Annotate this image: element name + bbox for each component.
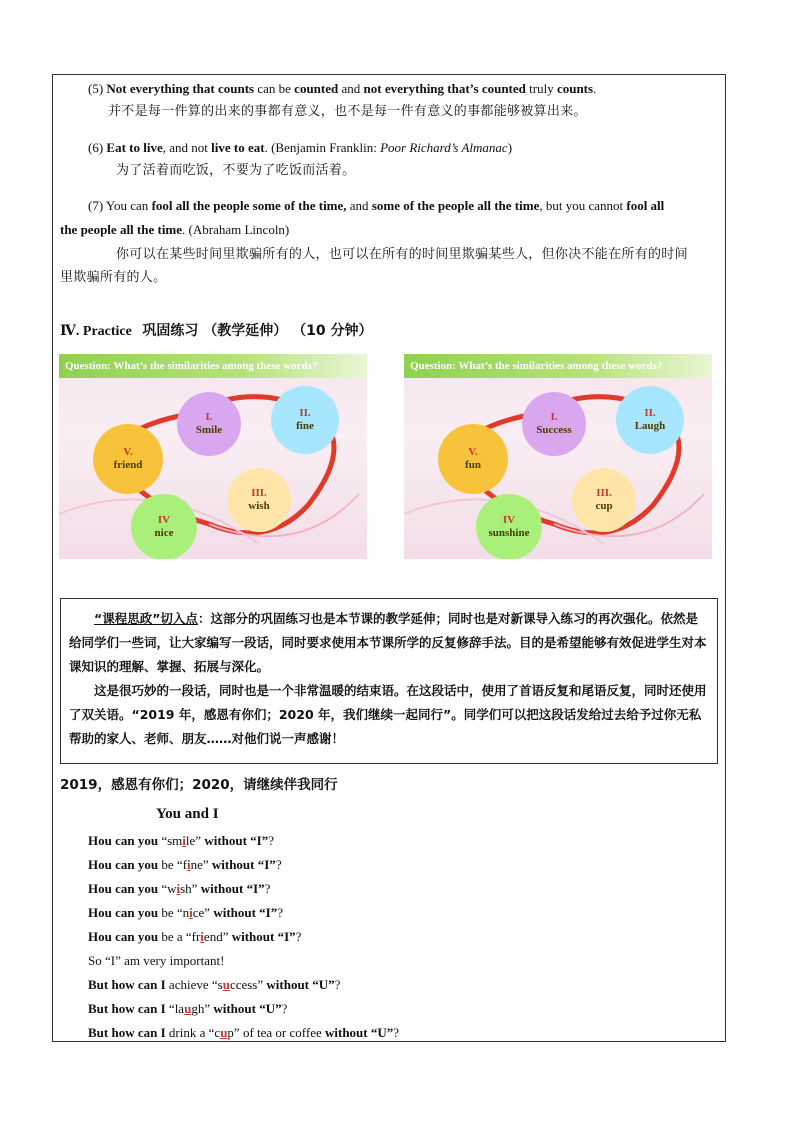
panel-2-bubble-5: V. fun [438,424,508,494]
section-title-2019: 2019，感恩有你们；2020，请继续伴我同行 [60,777,338,793]
note-lead: “课程思政”切入点 [94,611,198,626]
poem-line-9: But how can I drink a “cup” of tea or coffee without “U”? [88,1025,400,1040]
panel-2-question: Question: What’s the similarities among these words? [404,354,712,378]
note-paragraph-2: 这是很巧妙的一段话，同时也是一个非常温暖的结束语。在这段话中，使用了首语反复和尾语反复，同时还使用了双关语。“2019 年，感恩有你们；2020 年，我们继续一起同行”。同学们可以把这段话发给过去给予过你无私帮助的家人、老师、朋友……对他们说一声感谢！ [69,683,707,746]
panel-2-bubble-1: I. Success [522,392,586,456]
panel-2-bubble-4: IV sunshine [476,494,542,559]
section-heading-en: Ⅳ. Practice [60,324,132,339]
poem-line-6: So “I” am very important! [88,953,225,968]
quote-6-en: (6) Eat to live, and not live to eat. (Benjamin Franklin: Poor Richard’s Almanac) [88,140,513,155]
panel-1-bubble-1: I. Smile [177,392,241,456]
practice-panel-2 [404,354,712,559]
quote-7-en-line2: the people all the time. (Abraham Lincoln) [60,222,290,237]
quote-5-zh: 并不是每一件算的出来的事都有意义，也不是每一件有意义的事都能够被算出来。 [108,104,587,119]
section-heading-zh: 巩固练习 （教学延伸） （10 分钟） [142,323,373,339]
panel-2-bubble-2: II. Laugh [616,386,684,454]
note-paragraph-1 [69,607,709,679]
poem-line-4: Hou can you be “nice” without “I”? [88,905,284,920]
practice-panel-1 [59,354,367,559]
poem-line-8: But how can I “laugh” without “U”? [88,1001,288,1016]
poem-line-5: Hou can you be a “friend” without “I”? [88,929,302,944]
poem-line-7: But how can I achieve “success” without “U”? [88,977,341,992]
quote-7-zh-line2: 里欺骗所有的人。 [60,270,167,285]
quote-7-en-line1: (7) You can fool all the people some of the time, and some of the people all the time, but you cannot fool all [88,198,665,213]
note-p1-text: ：这部分的巩固练习也是本节课的教学延伸；同时也是对新课导入练习的再次强化。依然是给同学们一些词，让大家编写一段话，同时要求使用本节课所学的反复修辞手法。目的是希望能够有效促进学生对本课知识的理解、掌握、拓展与深化。 [69,611,707,674]
poem-line-1: Hou can you “smile” without “I”? [88,833,275,848]
ideology-note-box [60,598,718,764]
panel-1-bubble-5: V. friend [93,424,163,494]
panel-1-question: Question: What’s the similarities among these words? [59,354,367,378]
panel-1-bubble-3: III. wish [227,468,291,532]
panel-1-bubble-4: IV nice [131,494,197,559]
panel-1-bubble-2: II. fine [271,386,339,454]
section-heading [60,320,372,340]
poem-title: You and I [156,806,219,822]
quote-6-zh: 为了活着而吃饭，不要为了吃饭而活着。 [116,163,356,178]
poem-line-2: Hou can you be “fine” without “I”? [88,857,282,872]
quote-5-en: (5) Not everything that counts can be counted and not everything that’s counted truly counts. [88,81,597,96]
panel-2-bubble-3: III. cup [572,468,636,532]
poem-line-3: Hou can you “wish” without “I”? [88,881,271,896]
quote-7-zh-line1: 你可以在某些时间里欺骗所有的人，也可以在所有的时间里欺骗某些人，但你决不能在所有的时间 [116,247,688,262]
